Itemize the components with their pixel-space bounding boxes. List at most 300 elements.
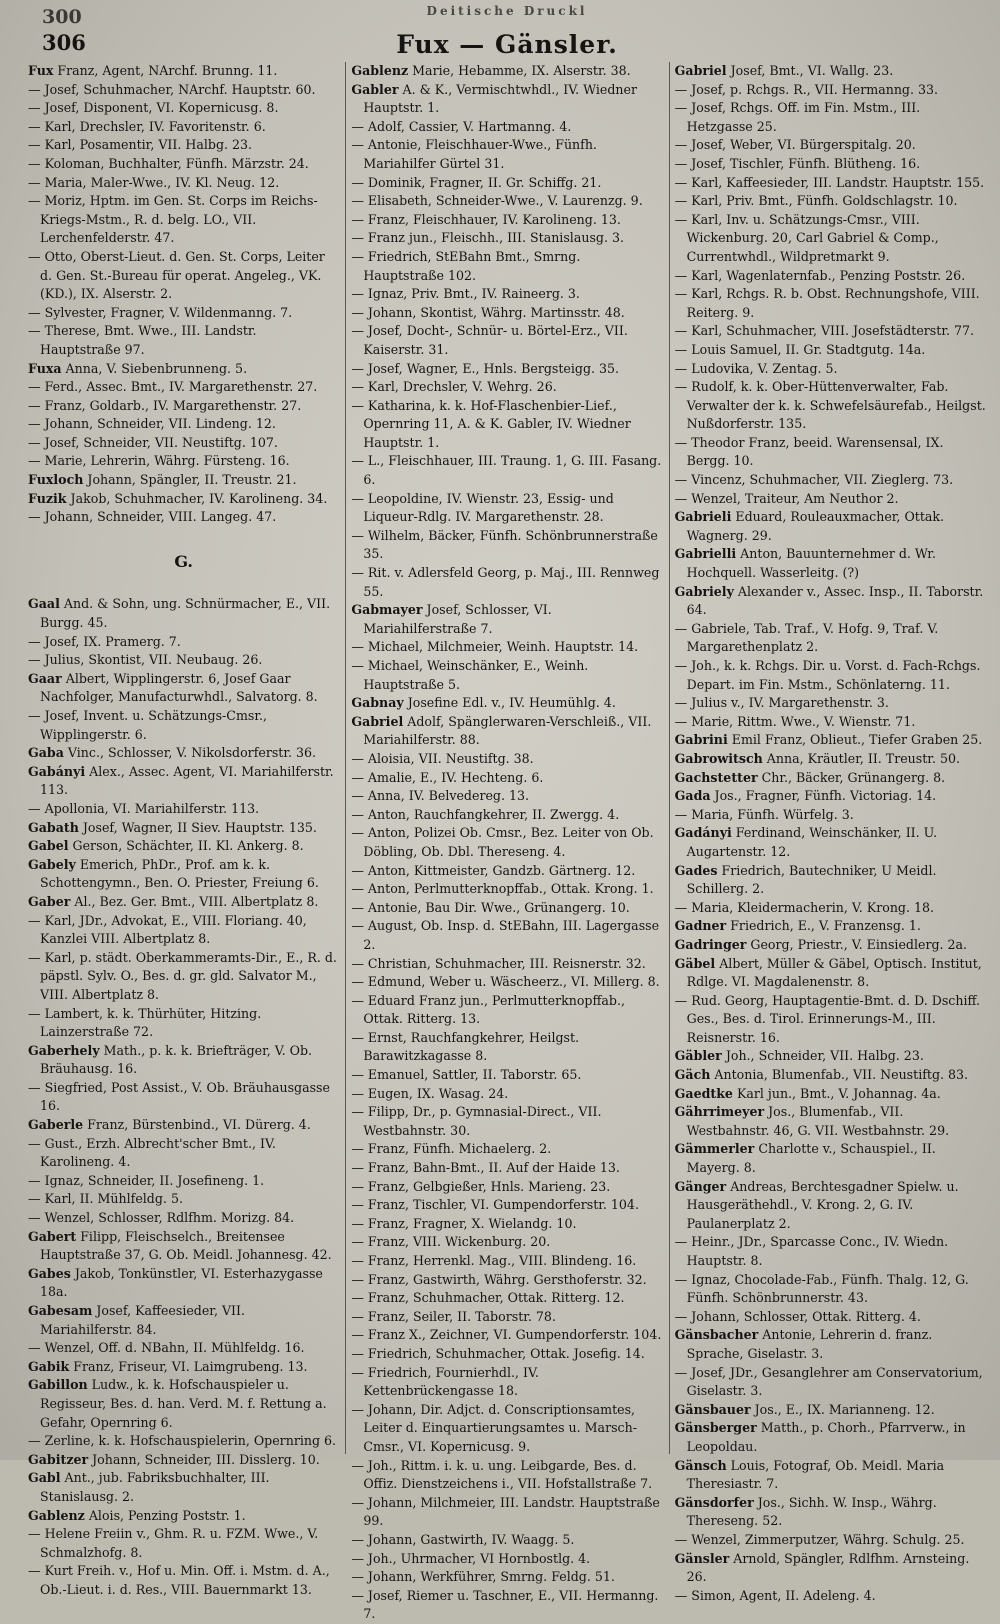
entry-text: — Josef, Schuhmacher, NArchf. Hauptstr. 60. (28, 81, 316, 97)
directory-entry (351, 1345, 662, 1364)
directory-entry (351, 229, 662, 248)
entry-text: Josefine Edl. v., IV. Heumühlg. 4. (403, 695, 616, 711)
entry-text: — Johann, Dir. Adjct. d. Conscriptionsamtes, Leiter d. Einquartierungsamtes u. Marsch-Cmsr., VI. Kopernicusg. 9. (351, 1401, 637, 1454)
directory-entry (351, 1215, 662, 1234)
entry-surname: Gablenz (351, 63, 409, 78)
entry-text: — Emanuel, Sattler, II. Taborstr. 65. (351, 1067, 582, 1083)
entry-text: — Anton, Polizei Ob. Cmsr., Bez. Leiter von Ob. Döbling, Ob. Dbl. Thereseng. 4. (351, 825, 654, 859)
entry-text: — Franz jun., Fleischh., III. Stanislausg. 3. (351, 230, 624, 246)
entry-text: Jos., Fragner, Fünfh. Victoriag. 14. (710, 788, 937, 804)
directory-entry (351, 452, 662, 489)
directory-entry (351, 285, 662, 304)
entry-text: Antonia, Blumenfab., VII. Neustiftg. 83. (710, 1067, 969, 1083)
entry-surname: Gades (674, 862, 718, 878)
entry-text: — Julius, Skontist, VII. Neubaug. 26. (28, 652, 263, 668)
entry-text: — Johann, Milchmeier, III. Landstr. Hauptstraße 99. (351, 1494, 660, 1529)
running-head: Fux — Gänsler. (396, 30, 618, 59)
entry-text: — Marie, Lehrerin, Währg. Fürsteng. 16. (28, 453, 290, 469)
entry-text: Matth., p. Chorh., Pfarrverw., in Leopoldau. (686, 1420, 966, 1454)
directory-entry (675, 192, 986, 211)
directory-entry (351, 564, 662, 601)
entry-text: — Wenzel, Zimmerputzer, Währg. Schulg. 25. (674, 1531, 965, 1547)
entry-text: Math., p. k. k. Briefträger, V. Ob. Bräuhausg. 16. (40, 1042, 313, 1077)
directory-entry (28, 1339, 339, 1358)
entry-text: Ferdinand, Weinschänker, II. U. Augartenstr. 12. (686, 825, 938, 859)
entry-text: Georg, Priestr., V. Einsiedlerg. 2a. (746, 936, 968, 952)
entry-surname: Gada (674, 788, 711, 804)
entry-text: — Ignaz, Schneider, II. Josefineng. 1. (28, 1172, 265, 1188)
directory-entry (351, 750, 662, 769)
entry-text: Antonie, Lehrerin d. franz. Sprache, Giselastr. 3. (686, 1327, 933, 1361)
entry-text: — Franz, Goldarb., IV. Margarethenstr. 27. (28, 397, 302, 413)
directory-entry (351, 490, 662, 527)
directory-entry (28, 1209, 339, 1228)
entry-surname: Gaberhely (28, 1042, 100, 1058)
entry-text: — Edmund, Weber u. Wäscheerz., VI. Millerg. 8. (351, 974, 660, 990)
directory-entry (28, 397, 339, 416)
directory-entry (351, 694, 662, 713)
directory-entry (351, 62, 662, 81)
entry-surname: Gabrini (674, 732, 728, 748)
directory-entry (675, 824, 986, 861)
directory-entry (675, 1457, 986, 1494)
directory-entry (675, 1550, 986, 1587)
directory-entry (28, 707, 339, 744)
entry-text: — Karl, Drechsler, IV. Favoritenstr. 6. (28, 118, 266, 134)
entry-surname: Gadner (674, 918, 727, 934)
entry-text: Josef, Kaffeesieder, VII. Mariahilferstr. 84. (40, 1303, 245, 1337)
directory-entry (351, 1159, 662, 1178)
entry-text: Alois, Penzing Poststr. 1. (84, 1507, 246, 1523)
entry-text: — Julius v., IV. Margarethenstr. 3. (674, 695, 889, 711)
directory-entry (28, 1507, 339, 1526)
entry-text: — Wenzel, Traiteur, Am Neuthor 2. (674, 490, 899, 506)
entry-text: — L., Fleischhauer, III. Traung. 1, G. III. Fasang. 6. (351, 453, 662, 488)
entry-surname: Fuxloch (28, 472, 84, 488)
entry-text: — Ludovika, V. Zentag. 5. (674, 360, 838, 376)
entry-text: — Moriz, Hptm. im Gen. St. Corps im Reichs-Kriegs-Mstm., R. d. belg. LO., VII. Lerchenfelderstr. 47. (28, 193, 318, 246)
entry-text: Chr., Bäcker, Grünangerg. 8. (757, 769, 946, 785)
entry-text: — Johann, Werkführer, Smrng. Feldg. 51. (351, 1569, 615, 1585)
entry-text: Anna, Kräutler, II. Treustr. 50. (762, 750, 960, 766)
entry-text: — Joh., Rittm. i. k. u. ung. Leibgarde, Bes. d. Offiz. Dienstzeichens i., VII. Hofstallstraße 7. (351, 1457, 653, 1492)
directory-entry (351, 973, 662, 992)
entry-text: Albert, Wipplingerstr. 6, Josef Gaar Nachfolger, Manufacturwhdl., Salvatorg. 8. (40, 670, 318, 705)
entry-surname: Gämmerler (674, 1141, 755, 1157)
entry-text: — Gabriele, Tab. Traf., V. Hofg. 9, Traf. V. Margarethenplatz 2. (674, 620, 939, 655)
entry-text: — Anton, Rauchfangkehrer, II. Zwergg. 4. (351, 806, 620, 822)
entry-text: Jos., Sichh. W. Insp., Währg. Thereseng. 52. (686, 1494, 937, 1529)
directory-entry (675, 1066, 986, 1085)
entry-text: — Karl, Kaffeesieder, III. Landstr. Hauptstr. 155. (674, 174, 985, 190)
directory-entry (351, 1364, 662, 1401)
entry-text: — Karl, Wagenlaternfab., Penzing Poststr. 26. (674, 267, 966, 283)
section-heading: G. (174, 551, 193, 571)
directory-entry (675, 1364, 986, 1401)
directory-entry (675, 1419, 986, 1456)
entry-text: Jakob, Schuhmacher, IV. Karolineng. 34. (66, 490, 328, 506)
entry-text: — Michael, Weinschänker, E., Weinh. Hauptstraße 5. (351, 658, 589, 692)
entry-surname: Gabik (28, 1358, 70, 1374)
column-1-entries-before (28, 62, 339, 527)
directory-entry (675, 62, 986, 81)
entry-text: — Johann, Skontist, Währg. Martinsstr. 48. (351, 304, 625, 320)
entry-text: Anna, V. Siebenbrunneng. 5. (61, 360, 248, 376)
entry-text: — Karl, JDr., Advokat, E., VIII. Floriang. 40, Kanzlei VIII. Albertplatz 8. (28, 912, 307, 947)
directory-entry (351, 1550, 662, 1569)
entry-text: — Katharina, k. k. Hof-Flaschenbier-Lief., Opernring 11, A. & K. Gabler, IV. Wiedner Hauptstr. 1. (351, 397, 631, 450)
directory-entry (675, 1308, 986, 1327)
directory-entry (28, 490, 339, 509)
entry-text: — Josef, p. Rchgs. R., VII. Hermanng. 33. (674, 81, 939, 97)
entry-text: — Karl, Rchgs. R. b. Obst. Rechnungshofe, VIII. Reiterg. 9. (674, 286, 980, 320)
entry-text: — Simon, Agent, II. Adeleng. 4. (674, 1587, 876, 1603)
directory-entry (351, 304, 662, 323)
directory-entry (28, 378, 339, 397)
directory-entry (351, 1531, 662, 1550)
entry-surname: Gaberle (28, 1117, 84, 1133)
entry-text: — Antonie, Bau Dir. Wwe., Grünangerg. 10. (351, 899, 630, 915)
entry-surname: Gaar (28, 670, 62, 686)
entry-surname: Fuzik (28, 490, 67, 506)
entry-text: Andreas, Berchtesgadner Spielw. u. Hausgeräthehdl., V. Krong. 2, G. IV. Paulanerplatz 2. (686, 1178, 959, 1231)
entry-text: — Sylvester, Fragner, V. Wildenmanng. 7. (28, 304, 293, 320)
directory-entry (28, 322, 339, 359)
entry-text: — Adolf, Cassier, V. Hartmanng. 4. (351, 118, 572, 134)
directory-entry (675, 174, 986, 193)
directory-entry (675, 490, 986, 509)
entry-text: — Friedrich, StEBahn Bmt., Smrng. Hauptstraße 102. (351, 248, 581, 283)
directory-entry (351, 713, 662, 750)
directory-entry (28, 856, 339, 893)
directory-entry (351, 1103, 662, 1140)
entry-text: Franz, Bürstenbind., VI. Dürerg. 4. (83, 1117, 311, 1133)
directory-entry (675, 1103, 986, 1140)
directory-entry (28, 595, 339, 632)
directory-entry (28, 192, 339, 248)
entry-text: Ant., jub. Fabriksbuchhalter, III. Stanislausg. 2. (40, 1470, 270, 1504)
directory-entry (351, 360, 662, 379)
column-3 (669, 62, 986, 1603)
entry-text: Charlotte v., Schauspiel., II. Mayerg. 8. (686, 1141, 936, 1176)
entry-text: — Theodor Franz, beeid. Warensensal, IX. Bergg. 10. (674, 434, 944, 469)
entry-text: — Maria, Kleidermacherin, V. Krong. 18. (674, 899, 935, 915)
directory-entry (675, 1047, 986, 1066)
entry-surname: Gaber (28, 893, 71, 909)
entry-text: Josef, Bmt., VI. Wallg. 23. (726, 63, 894, 78)
entry-text: — Therese, Bmt. Wwe., III. Landstr. Hauptstraße 97. (28, 323, 257, 357)
entry-text: — Louis Samuel, II. Gr. Stadtgutg. 14a. (674, 341, 926, 357)
entry-text: A. & K., Vermischtwhdl., IV. Wiedner Hauptstr. 1. (363, 81, 638, 116)
entry-text: Anton, Bauunternehmer d. Wr. Hochquell. Wasserleitg. (?) (686, 546, 936, 581)
directory-entry (28, 744, 339, 763)
directory-entry (351, 992, 662, 1029)
directory-entry (28, 949, 339, 1005)
directory-entry (675, 471, 986, 490)
directory-entry (28, 633, 339, 652)
entry-surname: Gablenz (28, 1507, 85, 1523)
directory-entry (351, 1178, 662, 1197)
entry-surname: Gabel (28, 838, 69, 854)
entry-text: — Franz, VIII. Wickenburg. 20. (351, 1234, 551, 1250)
entry-text: Eduard, Rouleauxmacher, Ottak. Wagnerg. 29. (686, 509, 945, 543)
entry-text: — Aloisia, VII. Neustiftg. 38. (351, 750, 534, 766)
entry-text: — Amalie, E., IV. Hechteng. 6. (351, 769, 544, 785)
entry-surname: Gabath (28, 819, 79, 835)
entry-columns (28, 62, 986, 1622)
directory-entry (675, 899, 986, 918)
entry-text: — Josef, Rchgs. Off. im Fin. Mstm., III. Hetzgasse 25. (674, 100, 921, 134)
directory-entry (28, 81, 339, 100)
entry-text: — Otto, Oberst-Lieut. d. Gen. St. Corps, Leiter d. Gen. St.-Bureau für operat. Angeleg., VK. (KD.), IX. Alserstr. 2. (28, 248, 325, 302)
entry-text: — Franz, Fragner, X. Wielandg. 10. (351, 1215, 577, 1231)
page-number-top: 300 (42, 6, 82, 28)
entry-text: Friedrich, E., V. Franzensg. 1. (726, 918, 921, 934)
entry-text: Franz, Agent, NArchf. Brunng. 11. (53, 63, 278, 78)
entry-surname: Gäch (674, 1067, 711, 1083)
directory-entry (675, 267, 986, 286)
directory-entry (28, 1042, 339, 1079)
directory-entry (28, 1190, 339, 1209)
column-1-entries-after (28, 595, 339, 1599)
entry-text: — Dominik, Fragner, II. Gr. Schiffg. 21. (351, 174, 602, 190)
entry-surname: Gachstetter (674, 769, 758, 785)
entry-surname: Fux (28, 63, 54, 78)
entry-text: — Josef, IX. Pramerg. 7. (28, 633, 181, 649)
entry-text: — Ignaz, Chocolade-Fab., Fünfh. Thalg. 12, G. Fünfh. Schönbrunnerstr. 43. (674, 1271, 969, 1306)
directory-entry (28, 1005, 339, 1042)
entry-text: — Apollonia, VI. Mariahilferstr. 113. (28, 800, 260, 816)
page-header (28, 4, 986, 62)
entry-text: — Anton, Perlmutterknopffab., Ottak. Krong. 1. (351, 881, 654, 897)
directory-entry (351, 880, 662, 899)
entry-surname: Gaba (28, 745, 64, 761)
directory-entry (675, 731, 986, 750)
directory-entry (675, 583, 986, 620)
entry-text: — Gust., Erzh. Albrecht'scher Bmt., IV. Karolineng. 4. (28, 1135, 276, 1170)
directory-entry (675, 81, 986, 100)
entry-surname: Gaedtke (674, 1085, 733, 1101)
entry-text: Filipp, Fleischselch., Breitensee Hauptstraße 37, G. Ob. Meidl. Johannesg. 42. (40, 1228, 332, 1263)
directory-entry (28, 1079, 339, 1116)
directory-entry (28, 1302, 339, 1339)
directory-entry (351, 1326, 662, 1345)
directory-entry (351, 322, 662, 359)
entry-text: — Johann, Schneider, VII. Lindeng. 12. (28, 416, 276, 432)
entry-text: — Josef, Docht-, Schnür- u. Börtel-Erz., VII. Kaiserstr. 31. (351, 323, 628, 357)
entry-surname: Gabriel (674, 63, 727, 78)
entry-text: — Filipp, Dr., p. Gymnasial-Direct., VII. Westbahnstr. 30. (351, 1104, 602, 1138)
entry-text: — Helene Freiin v., Ghm. R. u. FZM. Wwe., V. Schmalzhofg. 8. (28, 1526, 319, 1560)
column-1 (28, 62, 339, 1597)
entry-text: — Franz, Fleischhauer, IV. Karolineng. 13. (351, 211, 621, 227)
entry-surname: Gabert (28, 1228, 77, 1244)
directory-entry (351, 787, 662, 806)
entry-text: — Rudolf, k. k. Ober-Hüttenverwalter, Fab. Verwalter der k. k. Schwefelsäurefab., Heilgst. Nußdorferstr. 135. (674, 379, 986, 432)
entry-text: Friedrich, Bautechniker, U Meidl. Schillerg. 2. (686, 862, 937, 897)
entry-text: Alex., Assec. Agent, VI. Mariahilferstr. 113. (40, 763, 334, 798)
entry-surname: Fuxa (28, 360, 62, 376)
directory-entry (351, 806, 662, 825)
entry-surname: Gabesam (28, 1303, 93, 1318)
entry-text: — Joh., k. k. Rchgs. Dir. u. Vorst. d. Fach-Rchgs. Depart. im Fin. Mstm., Schönlaterng. 11. (674, 658, 981, 692)
entry-text: — Franz, Herrenkl. Mag., VIII. Blindeng. 16. (351, 1253, 637, 1268)
entry-text: — Johann, Schlosser, Ottak. Ritterg. 4. (674, 1308, 921, 1324)
entry-text: — Zerline, k. k. Hofschauspielerin, Opernring 6. (28, 1433, 337, 1449)
directory-entry (675, 360, 986, 379)
entry-text: — Anna, IV. Belvedereg. 13. (351, 788, 530, 804)
entry-text: Marie, Hebamme, IX. Alserstr. 38. (408, 63, 631, 78)
directory-entry (351, 657, 662, 694)
directory-entry (351, 1289, 662, 1308)
entry-text: — Wenzel, Schlosser, Rdlfhm. Morizg. 84. (28, 1210, 295, 1226)
entry-text: Ludw., k. k. Hofschauspieler u. Regisseur, Bes. d. han. Verd. M. f. Rettung a. Gefahr, Opernring 6. (40, 1377, 327, 1430)
directory-entry (351, 862, 662, 881)
directory-entry (28, 1265, 339, 1302)
directory-entry (675, 694, 986, 713)
entry-text: — Friedrich, Schuhmacher, Ottak. Josefig. 14. (351, 1345, 645, 1361)
directory-entry (675, 508, 986, 545)
directory-entry (351, 1494, 662, 1531)
entry-text: — Elisabeth, Schneider-Wwe., V. Laurenzg. 9. (351, 193, 643, 209)
entry-text: — Eugen, IX. Wasag. 24. (351, 1085, 509, 1101)
directory-entry (28, 1469, 339, 1506)
entry-text: — Rud. Georg, Hauptagentie-Bmt. d. D. Dschiff. Ges., Bes. d. Tirol. Erinnerungs-M., III. Reisnerstr. 16. (674, 992, 980, 1045)
entry-text: — Karl, p. städt. Oberkammeramts-Dir., E., R. d. päpstl. Sylv. O., Bes. d. gr. gld. Salvator M., VIII. Albertplatz 8. (28, 949, 337, 1002)
directory-entry (351, 1271, 662, 1290)
entry-surname: Gabrowitsch (674, 750, 763, 766)
directory-entry (28, 1451, 339, 1470)
entry-text: — Josef, Wagner, E., Hnls. Bergsteigg. 35. (351, 360, 620, 376)
directory-entry (675, 434, 986, 471)
entry-text: — Vincenz, Schuhmacher, VII. Zieglerg. 73. (674, 472, 954, 488)
directory-entry (351, 118, 662, 137)
entry-surname: Gabillon (28, 1377, 88, 1393)
directory-entry (675, 211, 986, 267)
directory-entry (675, 378, 986, 434)
directory-entry (675, 1587, 986, 1606)
directory-entry (675, 1401, 986, 1420)
directory-entry (28, 1432, 339, 1451)
directory-entry (351, 1252, 662, 1271)
entry-text: — Josef, Disponent, VI. Kopernicusg. 8. (28, 100, 279, 116)
entry-surname: Gadányi (674, 825, 732, 841)
entry-surname: Gäbel (674, 955, 716, 971)
entry-surname: Gabely (28, 856, 76, 872)
entry-text: — Christian, Schuhmacher, III. Reisnerstr. 32. (351, 955, 646, 971)
directory-entry (351, 1196, 662, 1215)
directory-entry (675, 285, 986, 322)
directory-entry (351, 955, 662, 974)
entry-text: Johann, Spängler, II. Treustr. 21. (83, 472, 297, 488)
directory-entry (28, 912, 339, 949)
directory-entry (351, 917, 662, 954)
column-2 (345, 62, 662, 1622)
entry-surname: Gabrieli (674, 509, 732, 525)
directory-entry (351, 1568, 662, 1587)
directory-entry (28, 248, 339, 304)
entry-text: — Johann, Gastwirth, IV. Waagg. 5. (351, 1531, 575, 1547)
directory-entry (28, 174, 339, 193)
entry-text: — Josef, Weber, VI. Bürgerspitalg. 20. (674, 137, 916, 153)
directory-entry (28, 670, 339, 707)
entry-text: Vinc., Schlosser, V. Nikolsdorferstr. 36. (63, 745, 317, 761)
directory-entry (351, 174, 662, 193)
entry-surname: Gabányi (28, 763, 86, 779)
directory-entry (351, 899, 662, 918)
directory-entry (351, 192, 662, 211)
entry-text: — Maria, Fünfh. Würfelg. 3. (674, 806, 854, 822)
directory-entry (28, 1376, 339, 1432)
directory-entry (675, 99, 986, 136)
entry-surname: Gänsbauer (674, 1401, 751, 1417)
entry-surname: Gabrielli (674, 546, 737, 562)
directory-entry (28, 837, 339, 856)
entry-text: Johann, Schneider, III. Disslerg. 10. (88, 1451, 320, 1467)
directory-entry (675, 1494, 986, 1531)
directory-entry (28, 819, 339, 838)
directory-entry (28, 452, 339, 471)
entry-surname: Gabmayer (351, 602, 423, 618)
entry-surname: Gabitzer (28, 1451, 89, 1467)
entry-text: — Marie, Rittm. Wwe., V. Wienstr. 71. (674, 713, 916, 729)
directory-entry (351, 1233, 662, 1252)
entry-text: — Karl, Posamentir, VII. Halbg. 23. (28, 137, 253, 153)
entry-text: — Franz, Gastwirth, Währg. Gersthoferstr. 32. (351, 1271, 647, 1287)
entry-text: — Franz, Gelbgießer, Hnls. Marieng. 23. (351, 1178, 611, 1194)
entry-text: Al., Bez. Ger. Bmt., VIII. Albertplatz 8. (70, 893, 319, 909)
entry-text: Josef, Schlosser, VI. Mariahilferstraße 7. (363, 602, 552, 636)
entry-surname: Gänsler (674, 1550, 730, 1566)
directory-entry (675, 1085, 986, 1104)
directory-entry (28, 1135, 339, 1172)
directory-entry (675, 769, 986, 788)
directory-entry (351, 1457, 662, 1494)
directory-entry (351, 1066, 662, 1085)
directory-entry (28, 1116, 339, 1135)
entry-text: — Josef, Invent. u. Schätzungs-Cmsr., Wipplingerstr. 6. (28, 708, 267, 742)
entry-surname: Gänsbacher (674, 1327, 759, 1343)
entry-text: — Josef, Tischler, Fünfh. Blütheng. 16. (674, 155, 921, 171)
entry-text: — Kurt Freih. v., Hof u. Min. Off. i. Mstm. d. A., Ob.-Lieut. i. d. Res., VIII. Bauernmarkt 13. (28, 1563, 330, 1597)
directory-entry (351, 248, 662, 285)
directory-entry (675, 787, 986, 806)
directory-entry (28, 136, 339, 155)
directory-entry (675, 862, 986, 899)
directory-entry (675, 713, 986, 732)
entry-surname: Gaal (28, 596, 60, 612)
directory-entry (28, 1562, 339, 1599)
directory-entry (28, 360, 339, 379)
entry-text: Jos., Blumenfab., VII. Westbahnstr. 46, G. VII. Westbahnstr. 29. (686, 1104, 950, 1138)
directory-entry (675, 1178, 986, 1234)
entry-text: — Lambert, k. k. Thürhüter, Hitzing. Lainzerstraße 72. (28, 1005, 262, 1040)
entry-surname: Gänsdorfer (674, 1494, 754, 1510)
entry-text: — Antonie, Fleischhauer-Wwe., Fünfh. Mariahilfer Gürtel 31. (351, 137, 597, 171)
directory-entry (351, 81, 662, 118)
entry-surname: Gabl (28, 1470, 61, 1486)
entry-text: — Wilhelm, Bäcker, Fünfh. Schönbrunnerstraße 35. (351, 527, 658, 562)
entry-text: — Josef, Riemer u. Taschner, E., VII. Hermanng. 7. (351, 1587, 659, 1622)
entry-text: — Franz X., Zeichner, VI. Gumpendorferstr. 104. (351, 1327, 662, 1343)
entry-text: — Franz, Tischler, VI. Gumpendorferstr. 104. (351, 1197, 639, 1213)
directory-entry (351, 1029, 662, 1066)
directory-entry (28, 434, 339, 453)
directory-entry (675, 917, 986, 936)
entry-text: — Heinr., JDr., Sparcasse Conc., IV. Wiedn. Hauptstr. 8. (674, 1234, 949, 1268)
entry-text: — Michael, Milchmeier, Weinh. Hauptstr. 14. (351, 639, 639, 655)
directory-entry (28, 1172, 339, 1191)
